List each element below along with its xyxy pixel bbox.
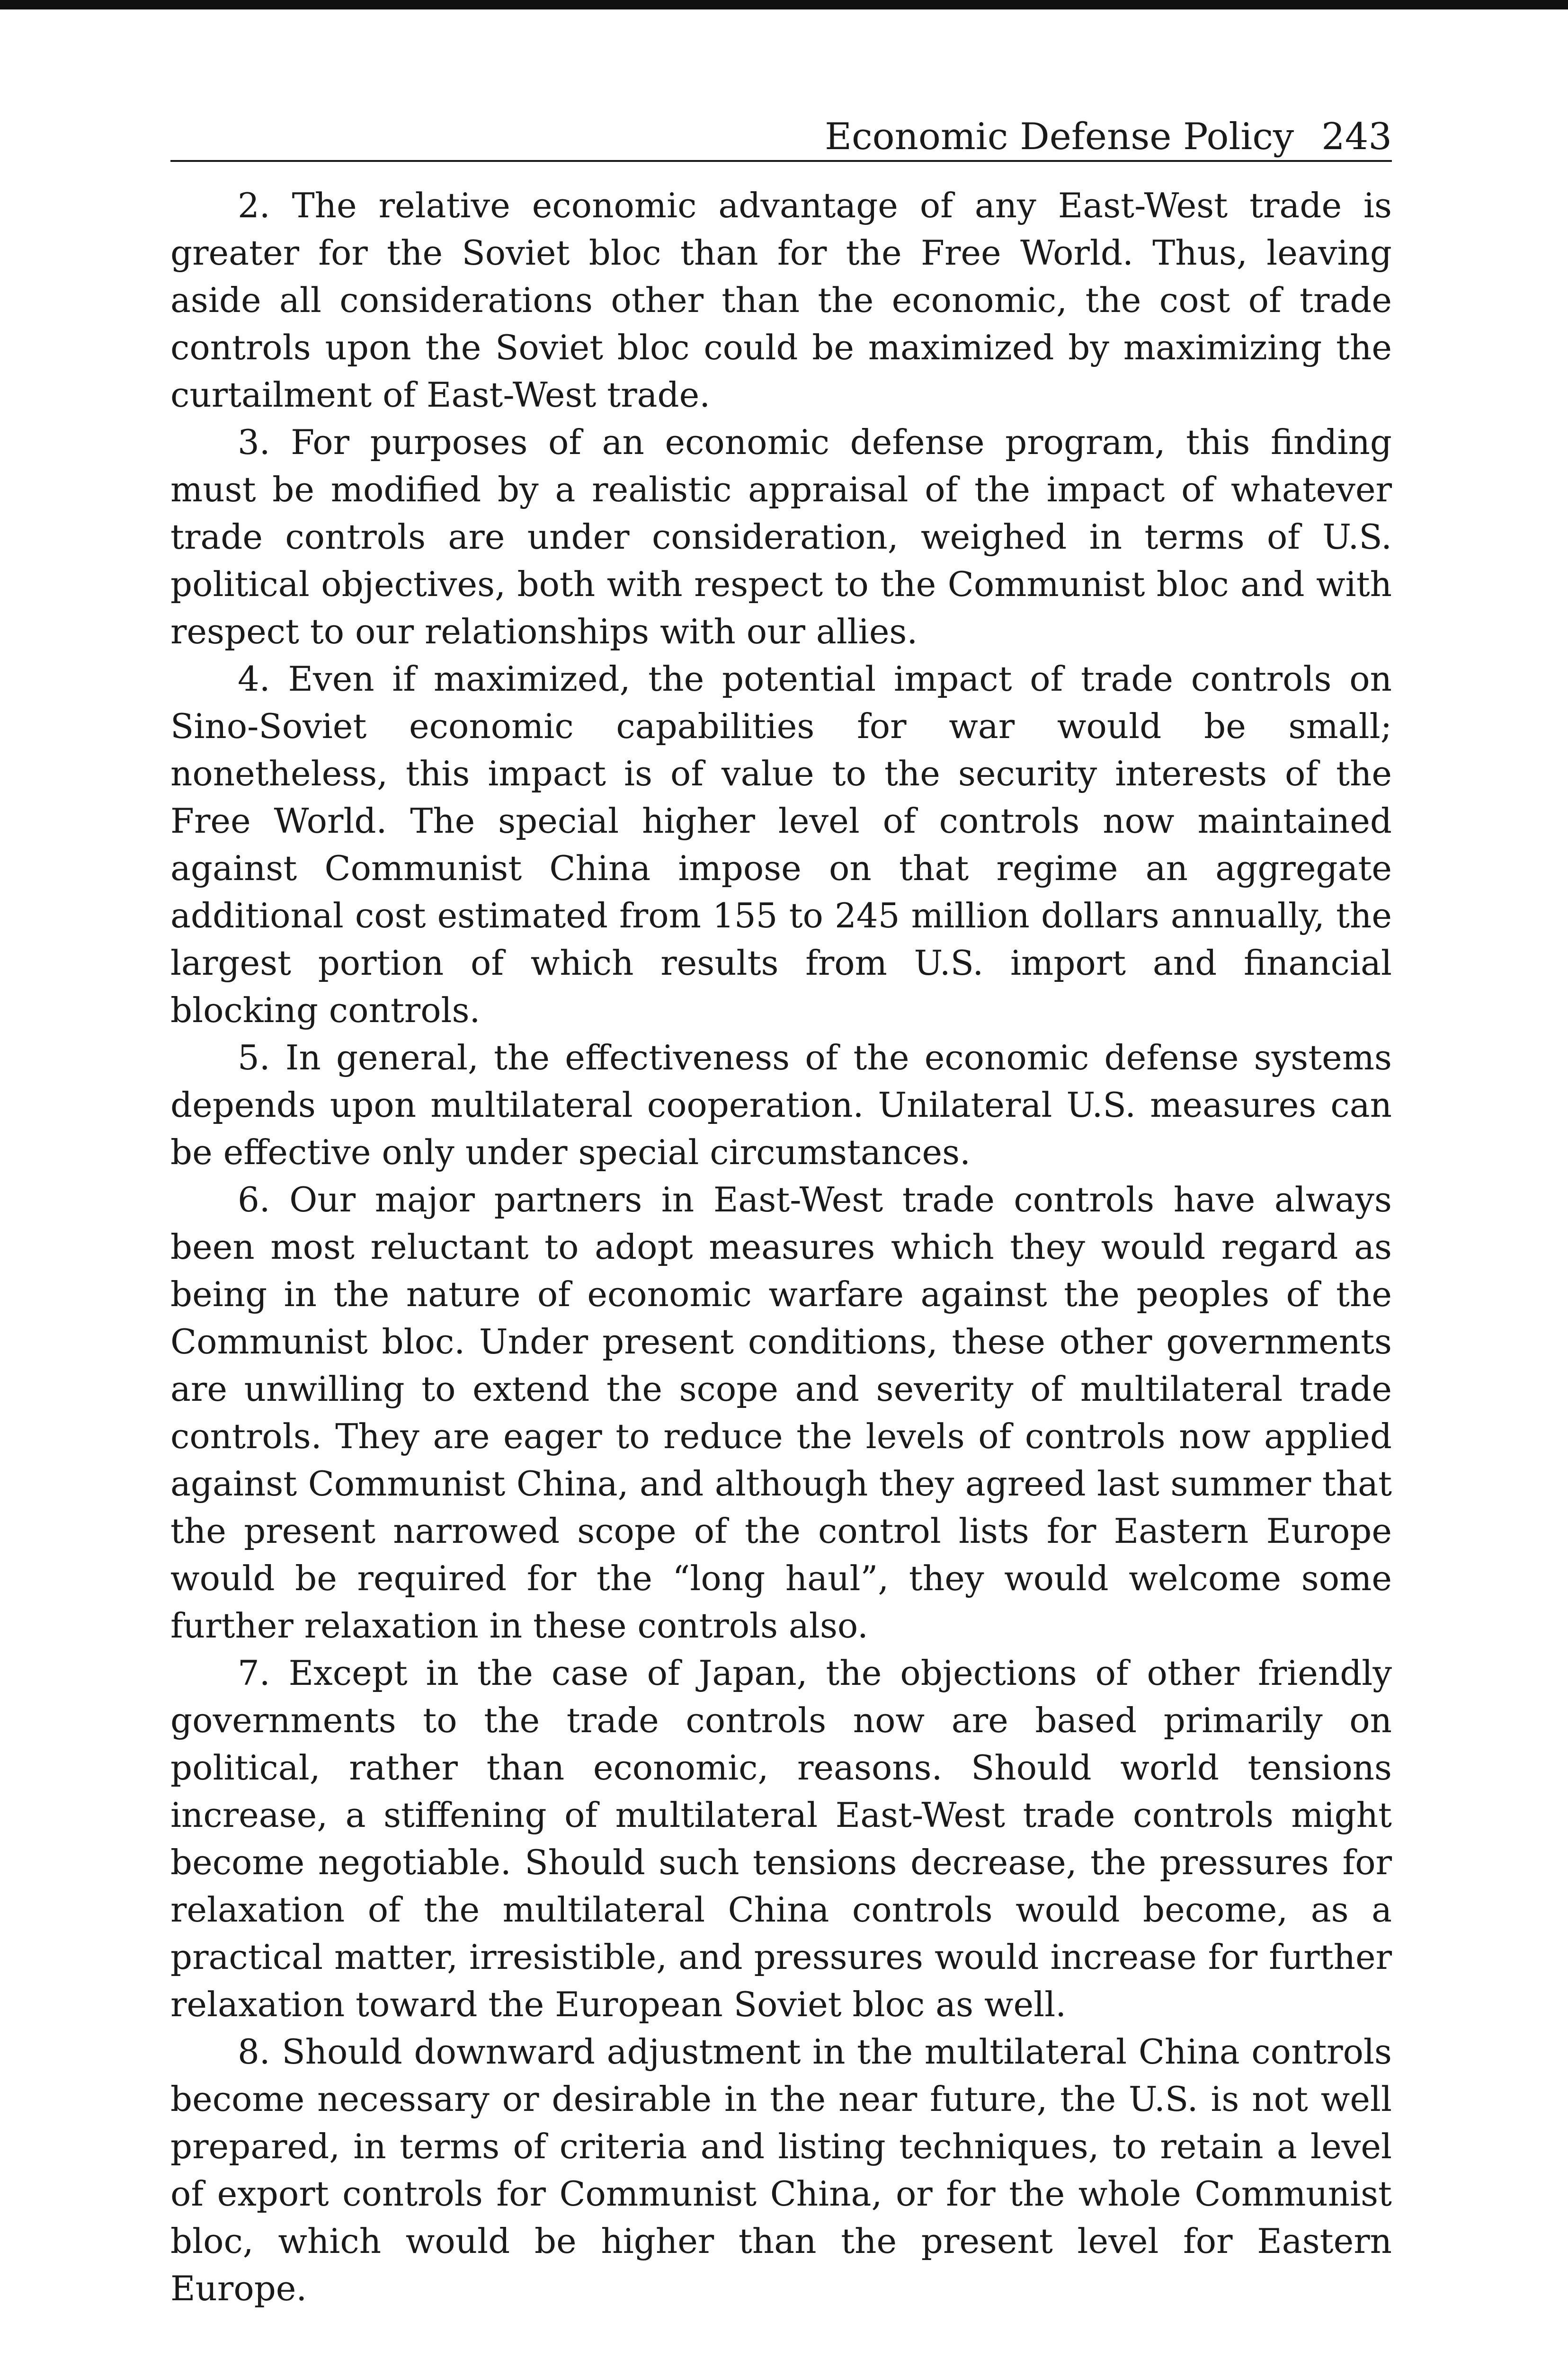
paragraph-2: 2. The relative economic advantage of any East-West trade is greater for the Soviet bloc than for the Free World. Thus, leaving aside all considerations other than the economic, the cost of trade controls upon the Soviet bloc could be maximized by maximizing the curtailment of East-West trade.	[170, 186, 1392, 415]
running-header	[170, 118, 1392, 162]
paragraph-4: 4. Even if maximized, the potential impact of trade controls on Sino-Soviet economic capabilities for war would be small; nonetheless, this impact is of value to the security interests of the Free World. The special higher level of controls now maintained against Communist China impose on that regime an aggregate additional cost estimated from 155 to 245 million dollars annually, the largest portion of which results from U.S. import and financial blocking controls.	[170, 659, 1392, 1030]
paragraph-8: 8. Should downward adjustment in the multilateral China controls become necessary or desirable in the near future, the U.S. is not well prepared, in terms of criteria and listing techniques, to retain a level of export controls for Communist China, or for the whole Communist bloc, which would be higher than the present level for Eastern Europe.	[170, 2032, 1392, 2308]
paragraph-5: 5. In general, the effectiveness of the economic defense systems depends upon multilateral cooperation. Unilateral U.S. measures can be effective only under special circumstances.	[170, 1038, 1392, 1172]
paragraph-3: 3. For purposes of an economic defense program, this finding must be modified by a realistic appraisal of the impact of whatever trade controls are under consideration, weighed in terms of U.S. political objectives, both with respect to the Communist bloc and with respect to our relationships with our allies.	[170, 422, 1392, 651]
page-number: 243	[1321, 116, 1392, 158]
paragraph-7: 7. Except in the case of Japan, the objections of other friendly governments to the trade controls now are based primarily on political, rather than economic, reasons. Should world tensions increase, a stiffening of multilateral East-West trade controls might become negotiable. Should such tensions decrease, the pressures for relaxation of the multilateral China controls would become, as a practical matter, irresistible, and pressures would increase for further relaxation toward the European Soviet bloc as well.	[170, 1653, 1392, 2024]
paragraph-6: 6. Our major partners in East-West trade controls have always been most reluctant to adopt measures which they would regard as being in the nature of economic warfare against the peoples of the Communist bloc. Under present conditions, these other governments are unwilling to extend the scope and severity of multilateral trade controls. They are eager to reduce the levels of controls now applied against Communist China, and although they agreed last summer that the present narrowed scope of the control lists for Eastern Europe would be required for the “long haul”, they would welcome some further relaxation in these controls also.	[170, 1180, 1392, 1646]
body-text	[170, 182, 1392, 2312]
book-page	[170, 118, 1392, 2312]
scan-top-border	[0, 0, 1568, 9]
running-title: Economic Defense Policy	[825, 116, 1294, 158]
